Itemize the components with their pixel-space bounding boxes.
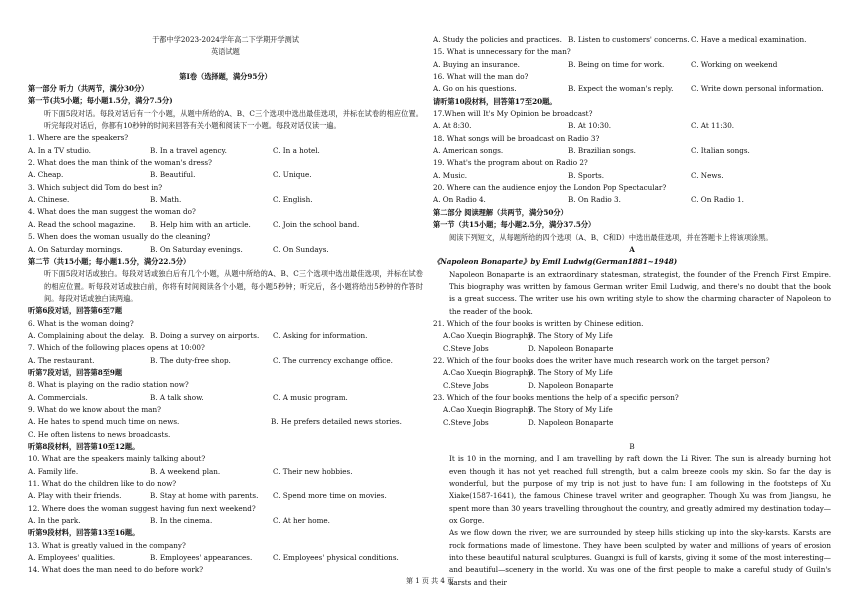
question-6: 6. What is the woman doing? xyxy=(28,318,134,328)
option-b[interactable]: B. Math. xyxy=(150,195,182,205)
page-footer: 第 1 页 共 4 页 xyxy=(405,577,455,585)
option-c[interactable]: C. On Sundays. xyxy=(273,244,329,254)
material-7-heading: 听第7段对话，回答第8至9题 xyxy=(28,367,123,377)
question-19: 19. What's the program about on Radio 2? xyxy=(433,158,588,168)
option-a[interactable]: A. Go on his questions. xyxy=(433,84,517,94)
option-a[interactable]: A. Study the policies and practices. xyxy=(433,35,562,44)
question-20-options xyxy=(433,194,831,206)
material-9-heading: 听第9段材料，回答第13至16题。 xyxy=(28,528,140,538)
option-b[interactable]: B. A talk show. xyxy=(150,392,204,402)
reading-instructions: 阅读下列短文，从每题所给的四个选项（A、B、C和D）中选出最佳选项，并在答题卡上将该项涂黑。 xyxy=(449,232,773,242)
option-b[interactable]: B. Stay at home with parents. xyxy=(150,491,259,501)
question-9: 9. What do we know about the man? xyxy=(28,404,161,414)
question-6-options xyxy=(28,330,423,342)
option-a[interactable]: A. Commercials. xyxy=(28,392,88,402)
option-b[interactable]: B. Beautiful. xyxy=(150,170,196,180)
question-9-options xyxy=(28,416,423,428)
option-c[interactable]: C. On Radio 1. xyxy=(691,195,744,205)
option-b[interactable]: B. A weekend plan. xyxy=(150,466,221,476)
section1-heading: 第一节(共5小题；每小题1.5分，满分7.5分) xyxy=(28,96,173,106)
question-15: 15. What is unnecessary for the man? xyxy=(433,47,571,57)
question-22-options-row1 xyxy=(433,367,831,379)
question-10: 10. What are the speakers mainly talking about? xyxy=(28,454,206,464)
right-column xyxy=(433,34,831,589)
question-12-options xyxy=(28,515,423,527)
reading-section1-heading: 第一节（共15小题；每小题2.5分，满分37.5分） xyxy=(433,220,596,230)
option-c[interactable]: C. Their new hobbies. xyxy=(273,466,353,476)
question-8: 8. What is playing on the radio station now? xyxy=(28,380,189,390)
option-c[interactable]: C. News. xyxy=(691,170,724,180)
question-16-options xyxy=(433,83,831,95)
part2-heading: 第二部分 阅读理解（共两节，满分50分） xyxy=(433,207,568,217)
passage-a-label: A xyxy=(629,244,635,254)
option-b[interactable]: B. The Story of My Life xyxy=(528,331,613,341)
exam-subtitle: 英语试题 xyxy=(211,47,240,57)
option-d[interactable]: D. Napoleon Bonaparte xyxy=(528,417,614,427)
option-c[interactable]: C.Steve Jobs xyxy=(443,343,489,353)
question-4-options xyxy=(28,219,423,231)
option-b[interactable]: B. Brazilian songs. xyxy=(568,146,636,156)
question-3: 3. Which subject did Tom do best in? xyxy=(28,182,163,192)
question-23: 23. Which of the four books mentions the help of a specific person? xyxy=(433,392,679,402)
question-18: 18. What songs will be broadcast on Radio 3? xyxy=(433,133,600,143)
question-20: 20. Where can the audience enjoy the London Pop Spectacular? xyxy=(433,183,667,193)
option-a[interactable]: A. Employees' qualities. xyxy=(28,553,116,563)
option-c[interactable]: C. Employees' physical conditions. xyxy=(273,553,399,563)
option-c[interactable]: C. Asking for information. xyxy=(273,330,368,340)
option-c[interactable]: C.Steve Jobs xyxy=(443,417,489,427)
option-a[interactable]: A. On Saturday mornings. xyxy=(28,244,123,254)
question-11-options xyxy=(28,490,423,502)
option-b[interactable]: B. The Story of My Life xyxy=(528,405,613,415)
question-21-options-row1 xyxy=(433,330,831,342)
question-14-options xyxy=(433,34,831,46)
question-13-options xyxy=(28,552,423,564)
option-b[interactable]: B. In the cinema. xyxy=(150,516,213,526)
material-8-heading: 听第8段材料，回答第10至12题。 xyxy=(28,442,140,451)
question-5: 5. When does the woman usually do the cleaning? xyxy=(28,232,211,242)
question-16: 16. What will the man do? xyxy=(433,72,529,82)
passage-a-paragraph: Napoleon Bonaparte is an extraordinary statesman, strategist, the founder of the French First Empire. This biography was written by famous German writer Emil Ludwig, and there's no doubt that the book is a great success. The writer use his own writing style to show the charming character of Napoleon to the reader of the book. xyxy=(449,269,831,316)
option-b[interactable]: B. In a travel agency. xyxy=(150,145,227,155)
option-b[interactable]: B. Being on time for work. xyxy=(568,59,665,69)
question-19-options xyxy=(433,170,831,182)
option-a[interactable]: A. Read the school magazine. xyxy=(28,219,136,229)
option-c[interactable]: C. Spend more time on movies. xyxy=(273,491,387,501)
passage-b-paragraph-2: As we flow down the river, we are surrounded by steep hills sticking up into the sky-karsts. Karsts are rock formations made of limestone. They have been sculpted by water and millions of years of erosion into these beautiful natural sculptures. Guangxi is full of karsts, giving it some of the most interesting—and beautiful—scenery in the world. Xu was one of the first people to make a careful study of Guiln's karsts and their xyxy=(449,528,831,587)
option-c[interactable]: C. Unique. xyxy=(273,170,312,180)
option-c[interactable]: C. At 11:30. xyxy=(691,121,735,131)
option-b[interactable]: B. Help him with an article. xyxy=(150,219,251,229)
option-c[interactable]: C. A music program. xyxy=(273,392,348,402)
option-c[interactable]: C. He often listens to news broadcasts. xyxy=(28,429,171,439)
question-3-options xyxy=(28,194,423,206)
material-6-heading: 听第6段对话，回答第6至7题 xyxy=(28,306,123,316)
option-b[interactable]: B. Sports. xyxy=(568,170,605,180)
question-12: 12. Where does the woman suggest having fun next weekend? xyxy=(28,503,256,513)
option-b[interactable]: B. He prefers detailed news stories. xyxy=(271,417,402,427)
option-b[interactable]: B. Listen to customers' concerns. xyxy=(568,35,690,44)
question-8-options xyxy=(28,392,423,404)
option-a[interactable]: A. Cheap. xyxy=(28,170,64,180)
question-17: 17.When will It's My Opinion be broadcast? xyxy=(433,109,593,119)
section2-heading: 第二节（共15小题；每小题1.5分，满分22.5分） xyxy=(28,256,191,266)
question-7-options xyxy=(28,355,423,367)
question-1-options xyxy=(28,145,423,157)
option-c[interactable]: C. Working on weekend xyxy=(691,59,778,69)
option-c[interactable]: C. Write down personal information. xyxy=(691,84,824,94)
option-a[interactable]: A.Cao Xueqin Biography xyxy=(443,368,533,378)
question-22: 22. Which of the four books does the writer have much research work on the target person? xyxy=(433,355,770,365)
option-b[interactable]: B. On Saturday evenings. xyxy=(150,244,243,254)
question-14: 14. What does the man need to do before work? xyxy=(28,565,204,575)
option-a[interactable]: A. At 8:30. xyxy=(433,121,472,131)
section1-instructions: 听下面5段对话。每段对话后有一个小题，从题中所给的A、B、C三个选项中选出最佳选项，并标在试卷的相应位置。听完每段对话后，你都有10秒钟的时间来回答有关小题和阅读下一小题。每段对话仅读一遍。 xyxy=(44,108,423,131)
option-a[interactable]: A. He hates to spend much time on news. xyxy=(28,417,180,427)
option-c[interactable]: C.Steve Jobs xyxy=(443,380,489,390)
question-17-options xyxy=(433,120,831,132)
option-b[interactable]: B. At 10:30. xyxy=(568,121,612,131)
volume-heading: 第Ⅰ卷（选择题，满分95分） xyxy=(179,71,272,81)
question-1: 1. Where are the speakers? xyxy=(28,133,129,143)
option-a[interactable]: A. On Radio 4. xyxy=(433,195,486,205)
material-10-heading: 请听第10段材料，回答第17至20题。 xyxy=(433,96,557,106)
left-column xyxy=(28,34,423,577)
question-15-options xyxy=(433,59,831,71)
option-c[interactable]: C. English. xyxy=(273,195,313,205)
option-a[interactable]: A. In the park. xyxy=(28,516,81,526)
passage-b-paragraph-1: It is 10 in the morning, and I am travelling by raft down the Li River. The sun is already burning hot even though it has not yet reached full strength, but a calm breeze cools my skin. So far the day is wonderful, but the purpose of my trip is not just to have fun: I am following in the footsteps of Xu Xiake(1587-1641), the famous Chinese travel writer and geographer. Though Xu was from Jiangsu, he spent more than 30 years travelling throughout the country, and greatly admired my destination today—ox Gorge. xyxy=(449,454,831,526)
option-a[interactable]: A. Family life. xyxy=(28,466,79,476)
question-22-options-row2 xyxy=(433,380,831,392)
question-2-options xyxy=(28,169,423,181)
option-b[interactable]: B. Doing a survey on airports. xyxy=(150,330,260,340)
question-13: 13. What is greatly valued in the company? xyxy=(28,540,186,550)
option-b[interactable]: B. Employees' appearances. xyxy=(150,553,253,563)
question-5-options xyxy=(28,244,423,256)
option-d[interactable]: D. Napoleon Bonaparte xyxy=(528,380,614,390)
part1-heading: 第一部分 听力（共两节，满分30分） xyxy=(28,84,149,94)
option-a[interactable]: A. Music. xyxy=(433,170,468,180)
option-a[interactable]: A.Cao Xueqin Biography xyxy=(443,331,533,341)
question-4: 4. What does the man suggest the woman do? xyxy=(28,207,196,217)
option-a[interactable]: A. The restaurant. xyxy=(28,355,95,365)
option-d[interactable]: D. Napoleon Bonaparte xyxy=(528,343,614,353)
option-c[interactable]: C. Italian songs. xyxy=(691,146,750,156)
option-a[interactable]: A. Chinese. xyxy=(28,195,70,205)
option-a[interactable]: A.Cao Xueqin Biography xyxy=(443,405,533,415)
passage-b-label: B xyxy=(629,442,635,451)
option-a[interactable]: A. Complaining about the delay. xyxy=(28,330,145,340)
option-b[interactable]: B. The duty-free shop. xyxy=(150,355,231,365)
section2-instructions: 听下面5段对话或独白。每段对话或独白后有几个小题，从题中所给的A、B、C三个选项中选出最佳选项，并标在试卷的相应位置。听每段对话或独白前，你将有时间阅读各个小题，每小题5秒钟；听完后，各小题将给出5秒钟的作答时间。每段对话或独白读两遍。 xyxy=(44,269,423,303)
question-21-options-row2 xyxy=(433,343,831,355)
option-b[interactable]: B. Expect the woman's reply. xyxy=(568,84,674,94)
question-21: 21. Which of the four books is written by Chinese edition. xyxy=(433,318,644,328)
option-a[interactable]: A. In a TV studio. xyxy=(28,145,91,155)
question-23-options-row2 xyxy=(433,417,831,429)
question-2: 2. What does the man think of the woman's dress? xyxy=(28,158,212,168)
option-b[interactable]: B. On Radio 3. xyxy=(568,195,621,205)
option-c[interactable]: C. Have a medical examination. xyxy=(691,35,807,44)
book-title: 《Napoleon Bonaparte》by Emil Ludwig(German1881~1948) xyxy=(433,257,678,267)
question-18-options xyxy=(433,145,831,157)
option-c[interactable]: C. In a hotel. xyxy=(273,145,320,155)
exam-title: 于都中学2023-2024学年高二下学期开学测试 xyxy=(152,35,299,44)
option-c[interactable]: C. At her home. xyxy=(273,516,330,526)
question-11: 11. What do the children like to do now? xyxy=(28,479,177,489)
option-c[interactable]: C. Join the school band. xyxy=(273,219,360,229)
option-c[interactable]: C. The currency exchange office. xyxy=(273,355,393,365)
question-23-options-row1 xyxy=(433,404,831,416)
option-a[interactable]: A. American songs. xyxy=(433,146,504,156)
option-b[interactable]: B. The Story of My Life xyxy=(528,368,613,378)
question-10-options xyxy=(28,466,423,478)
question-7: 7. Which of the following places opens at 10:00? xyxy=(28,343,205,353)
option-a[interactable]: A. Play with their friends. xyxy=(28,491,122,501)
option-a[interactable]: A. Buying an insurance. xyxy=(433,59,520,69)
